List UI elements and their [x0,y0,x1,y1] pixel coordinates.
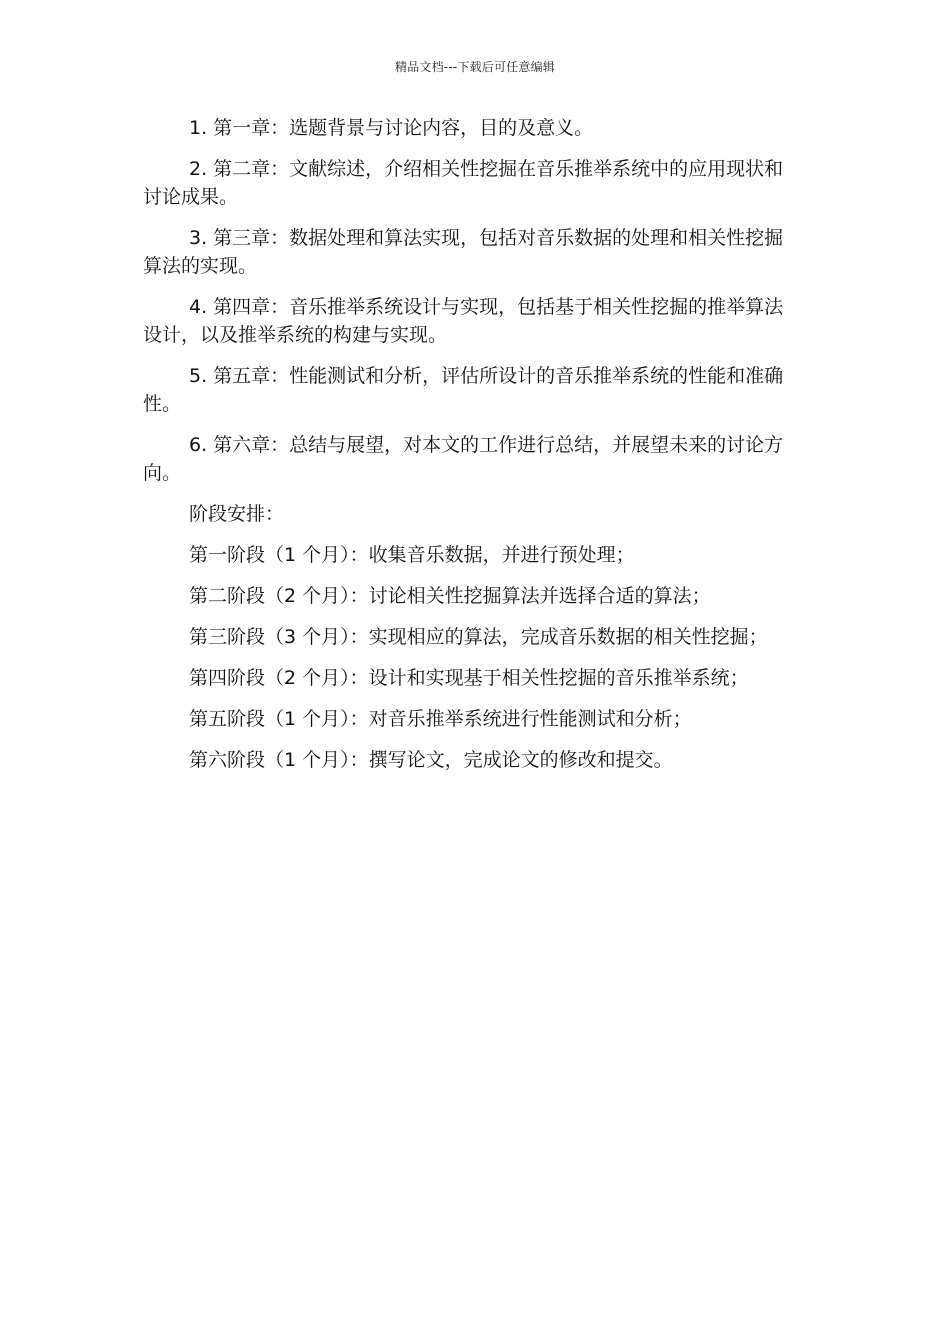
document-body [143,114,799,787]
schedule-heading: 阶段安排： [189,503,285,525]
chapter-1: 1. 第一章：选题背景与讨论内容，目的及意义。 [189,117,594,139]
stage-1: 第一阶段（1 个月）：收集音乐数据，并进行预处理； [189,544,635,566]
page-header: 精品文档---下载后可任意编辑 [395,60,555,74]
stage-3: 第三阶段（3 个月）：实现相应的算法，完成音乐数据的相关性挖掘； [189,626,768,648]
chapter-4: 4. 第四章：音乐推举系统设计与实现，包括基于相关性挖掘的推举算法设计，以及推举系统的构建与实现。 [143,296,784,346]
stage-5: 第五阶段（1 个月）：对音乐推举系统进行性能测试和分析； [189,708,692,730]
stage-4: 第四阶段（2 个月）：设计和实现基于相关性挖掘的音乐推举系统； [189,667,749,689]
chapter-2: 2. 第二章：文献综述，介绍相关性挖掘在音乐推举系统中的应用现状和讨论成果。 [143,158,784,208]
chapter-6: 6. 第六章：总结与展望，对本文的工作进行总结，并展望未来的讨论方向。 [143,434,784,484]
chapter-3: 3. 第三章：数据处理和算法实现，包括对音乐数据的处理和相关性挖掘算法的实现。 [143,227,784,277]
chapter-5: 5. 第五章：性能测试和分析，评估所设计的音乐推举系统的性能和准确性。 [143,365,784,415]
stage-6: 第六阶段（1 个月）：撰写论文，完成论文的修改和提交。 [189,749,673,771]
stage-2: 第二阶段（2 个月）：讨论相关性挖掘算法并选择合适的算法； [189,585,711,607]
